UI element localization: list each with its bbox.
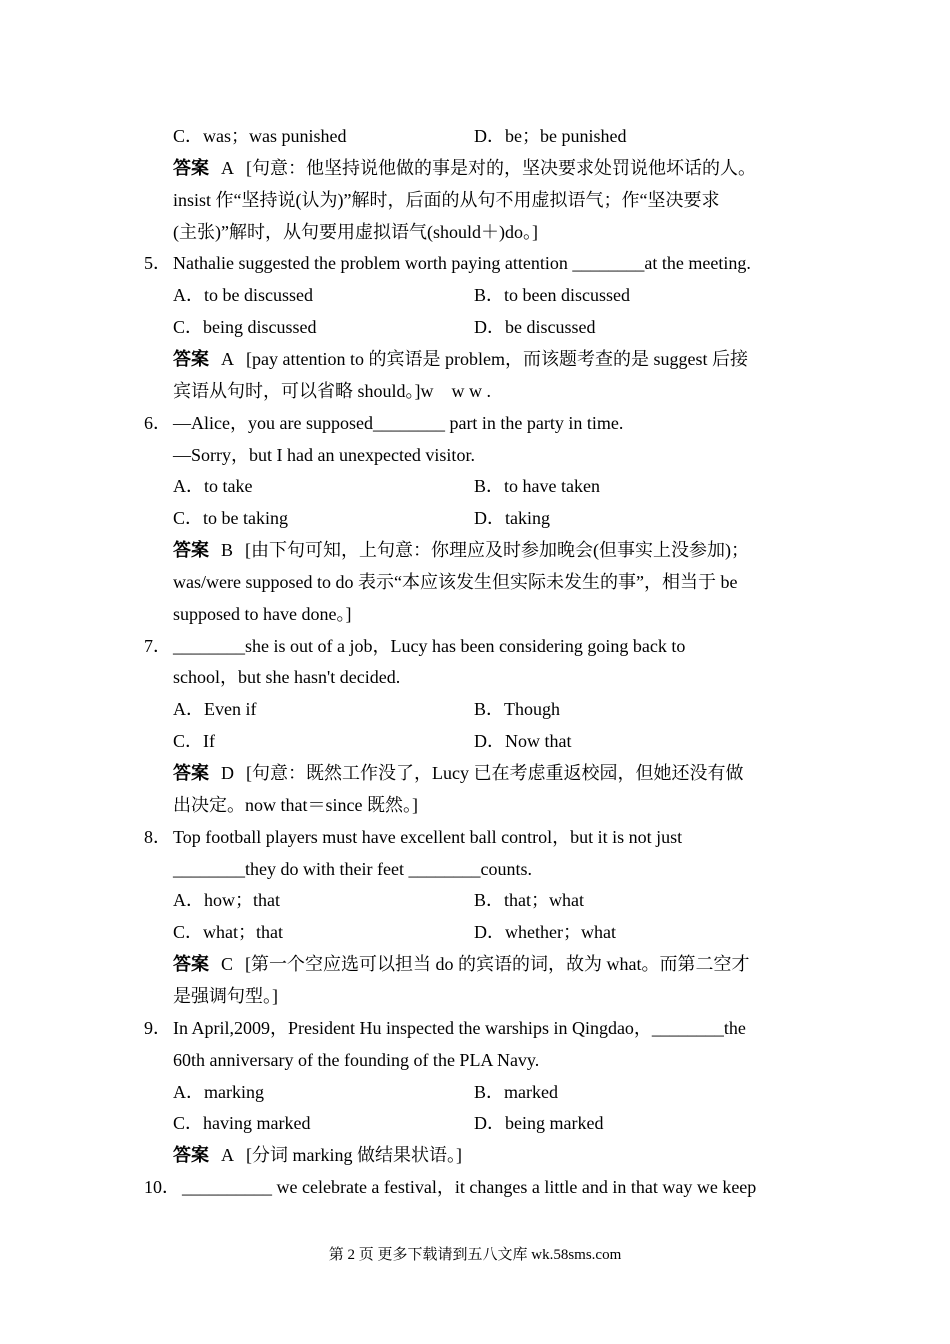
option-c: C．being discussed (173, 317, 317, 337)
answer-line (173, 794, 418, 816)
option-c: C．to be taking (173, 508, 288, 528)
option-c: C．was；was punished (173, 126, 347, 146)
answer-line (173, 762, 743, 784)
option-a: A．to be discussed (173, 285, 313, 305)
option-d: D．be discussed (474, 317, 596, 337)
answer-line (173, 1144, 462, 1166)
page-footer: 第 2 页 更多下载请到五八文库 wk.58sms.com (328, 1247, 622, 1263)
question-text: —Alice，you are supposed________ part in the party in time. (173, 413, 624, 433)
answer-line (173, 189, 719, 211)
answer-line (173, 221, 538, 243)
option-d: D．be；be punished (474, 126, 627, 146)
answer-label: 答案 (173, 158, 209, 178)
answer-label: 答案 (173, 540, 209, 560)
answer-text: [句意：他坚持说他做的事是对的，坚决要求处罚说他坏话的人。 (246, 158, 756, 178)
answer-text: 是强调句型。] (173, 986, 278, 1006)
answer-text: [分词 marking 做结果状语。] (246, 1145, 462, 1165)
option-a: A．marking (173, 1082, 264, 1102)
question-text: ________they do with their feet ________counts. (173, 859, 532, 879)
answer-letter: D (221, 763, 234, 783)
option-d: D．whether；what (474, 922, 616, 942)
answer-line (173, 157, 756, 179)
option-a: A．to take (173, 476, 253, 496)
answer-line (173, 603, 351, 625)
answer-text: insist 作“坚持说(认为)”解时，后面的从句不用虚拟语气；作“坚决要求 (173, 190, 720, 210)
answer-text: [句意：既然工作没了，Lucy 已在考虑重返校园，但她还没有做 (246, 763, 744, 783)
option-b: B．to have taken (474, 476, 600, 496)
option-c: C．having marked (173, 1113, 311, 1133)
answer-letter: A (221, 158, 234, 178)
answer-line (173, 571, 737, 593)
answer-label: 答案 (173, 763, 209, 783)
answer-letter: C (221, 954, 234, 974)
question-text: In April,2009，President Hu inspected the warships in Qingdao，________the (173, 1018, 746, 1038)
answer-text: supposed to have done。] (173, 604, 352, 624)
question-number: 5． (144, 253, 171, 273)
answer-line (173, 539, 749, 561)
question-number: 6． (144, 413, 171, 433)
option-d: D．taking (474, 508, 550, 528)
option-b: B．Though (474, 699, 561, 719)
question-text: 60th anniversary of the founding of the PLA Navy. (173, 1050, 540, 1070)
option-d: D．Now that (474, 731, 572, 751)
option-b: B．marked (474, 1082, 558, 1102)
option-b: B．that；what (474, 890, 584, 910)
answer-text: [第一个空应选可以担当 do 的宾语的词，故为 what。而第二空才 (245, 954, 750, 974)
answer-letter: B (221, 540, 234, 560)
option-a: A．how；that (173, 890, 280, 910)
question-number: 7． (144, 636, 171, 656)
answer-text: 出决定。now that＝since 既然。] (173, 795, 418, 815)
option-c: C．what；that (173, 922, 283, 942)
answer-label: 答案 (173, 954, 209, 974)
answer-line (173, 380, 491, 402)
question-text: Top football players must have excellent ball control，but it is not just (173, 827, 683, 847)
question-text: —Sorry，but I had an unexpected visitor. (173, 445, 475, 465)
answer-text: [由下句可知，上句意：你理应及时参加晚会(但事实上没参加)； (245, 540, 749, 560)
option-b: B．to been discussed (474, 285, 630, 305)
answer-line (173, 985, 278, 1007)
answer-line (173, 953, 750, 975)
question-text: school，but she hasn't decided. (173, 667, 401, 687)
answer-letter: A (221, 349, 234, 369)
question-number: 8． (144, 827, 171, 847)
question-number: 9． (144, 1018, 171, 1038)
option-c: C．If (173, 731, 215, 751)
answer-text: 宾语从句时，可以省略 should。]w w w . (173, 381, 491, 401)
question-text: ________she is out of a job，Lucy has been considering going back to (173, 636, 686, 656)
question-text: Nathalie suggested the problem worth paying attention ________at the meeting. (173, 253, 751, 273)
answer-text: was/were supposed to do 表示“本应该发生但实际未发生的事”，相当于 be (173, 572, 738, 592)
option-d: D．being marked (474, 1113, 604, 1133)
answer-line (173, 348, 748, 370)
answer-letter: A (221, 1145, 234, 1165)
answer-text: [pay attention to 的宾语是 problem，而该题考查的是 suggest 后接 (246, 349, 748, 369)
answer-label: 答案 (173, 349, 209, 369)
question-text: __________ we celebrate a festival，it changes a little and in that way we keep (182, 1177, 757, 1197)
question-number: 10． (144, 1177, 180, 1197)
option-a: A．Even if (173, 699, 257, 719)
answer-label: 答案 (173, 1145, 209, 1165)
answer-text: (主张)”解时，从句要用虚拟语气(should＋)do。] (173, 222, 538, 242)
